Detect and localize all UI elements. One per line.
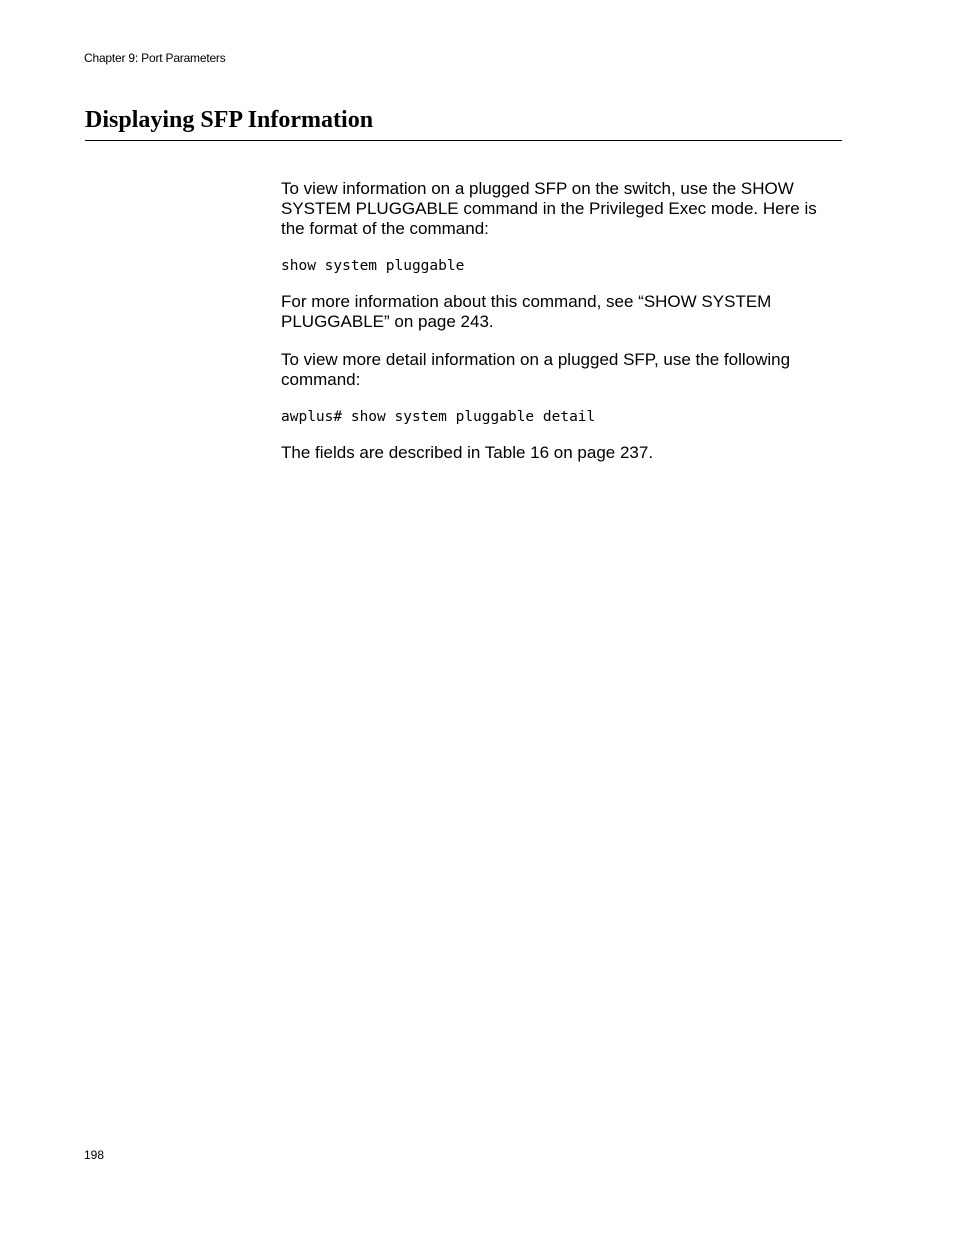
detail-paragraph: To view more detail information on a plugged SFP, use the following command: [281, 350, 791, 389]
detail-command-example: awplus# show system pluggable detail [281, 409, 596, 425]
title-rule [85, 140, 842, 141]
fields-reference-paragraph: The fields are described in Table 16 on page 237. [281, 443, 654, 462]
reference-paragraph: For more information about this command, see “SHOW SYSTEM PLUGGABLE” on page 243. [281, 292, 772, 331]
running-header: Chapter 9: Port Parameters [84, 51, 226, 65]
section-title: Displaying SFP Information [85, 107, 374, 133]
intro-paragraph: To view information on a plugged SFP on the switch, use the SHOW SYSTEM PLUGGABLE command in the Privileged Exec mode. Here is the format of the command: [281, 179, 817, 238]
command-example: show system pluggable [281, 258, 465, 274]
page-number: 198 [84, 1148, 105, 1162]
